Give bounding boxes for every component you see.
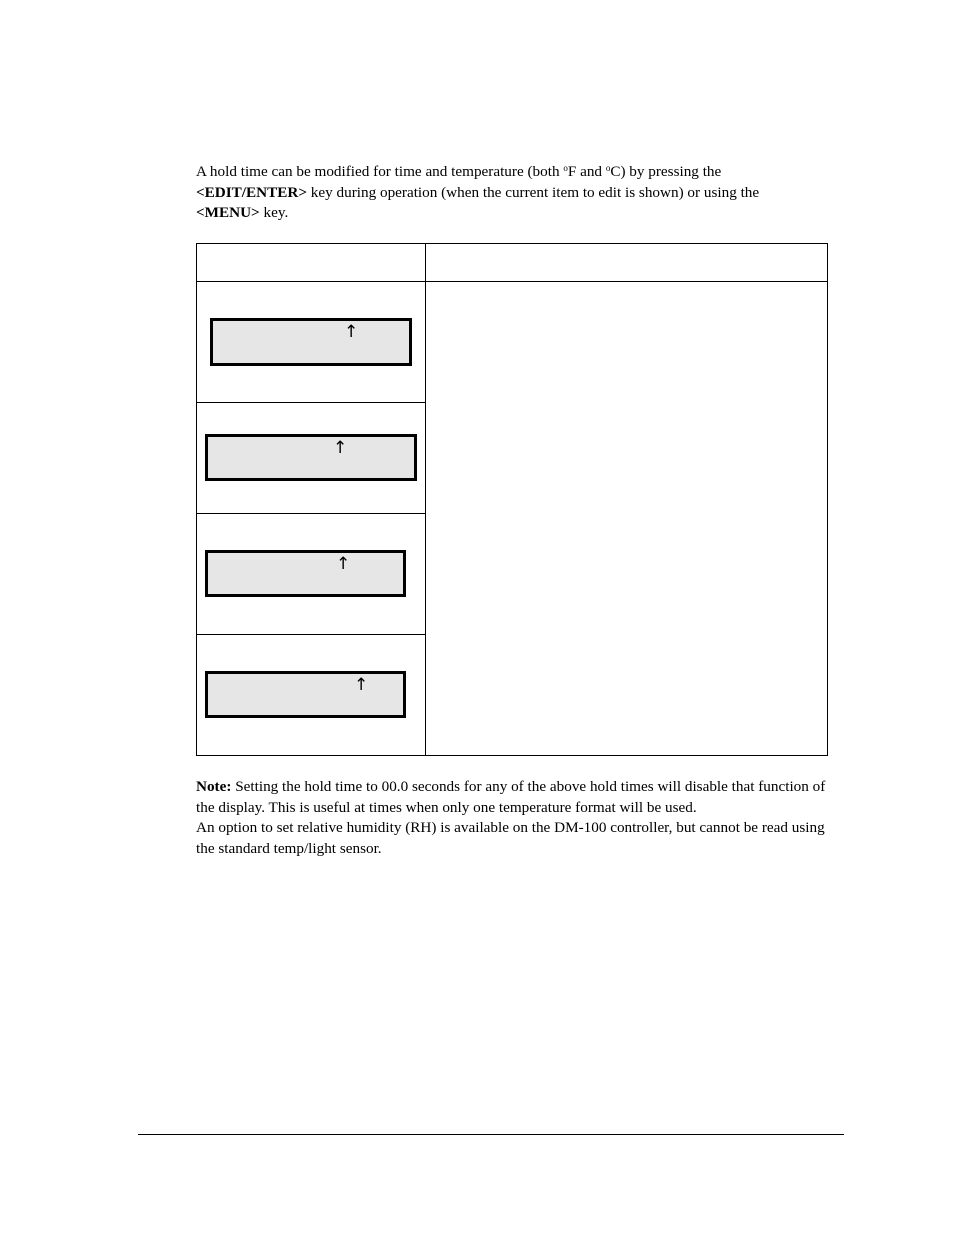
intro-text-3: key during operation (when the current item to edit is shown) or using the — [307, 183, 760, 201]
intro-text-4: key. — [259, 204, 289, 221]
table-border-left — [196, 243, 197, 756]
table-border-right — [827, 243, 828, 756]
lcd-display — [205, 550, 406, 597]
lcd-display — [205, 671, 406, 718]
notes-section — [196, 777, 836, 859]
intro-text-unit-f: F and — [567, 163, 606, 180]
degree-symbol-c: o — [605, 163, 611, 173]
cursor-arrow-icon: ↑ — [344, 322, 359, 342]
menu-key: <MENU> — [196, 204, 260, 221]
footer-rule — [138, 1134, 844, 1135]
table-row-divider — [196, 402, 426, 403]
cursor-arrow-icon: ↑ — [333, 438, 348, 458]
table-row-divider — [196, 513, 426, 514]
hold-time-table — [196, 243, 828, 756]
degree-symbol-f: o — [563, 163, 568, 173]
cursor-arrow-icon: ↑ — [336, 554, 351, 574]
note-text: Setting the hold time to 00.0 seconds for any of the above hold times will disable that function of the display. This is useful at times when only one temperature format will be used. — [196, 778, 826, 816]
lcd-display — [210, 318, 412, 366]
rh-paragraph: An option to set relative humidity (RH) is available on the DM-100 controller, but cannot be read using the standard temp/light sensor. — [196, 819, 825, 857]
table-row-divider — [196, 634, 426, 635]
cursor-arrow-icon: ↑ — [354, 675, 369, 695]
table-header-divider — [196, 281, 828, 282]
intro-paragraph — [196, 162, 836, 224]
lcd-display — [205, 434, 417, 481]
table-border-top — [196, 243, 828, 244]
table-column-divider — [425, 243, 426, 756]
note-paragraph — [196, 777, 836, 818]
intro-text-1: A hold time can be modified for time and temperature (both — [196, 163, 564, 180]
intro-text-2: C) by pressing the — [610, 163, 722, 180]
table-border-bottom — [196, 755, 828, 756]
note-label: Note: — [196, 778, 232, 795]
edit-enter-key: <EDIT/ENTER> — [196, 183, 307, 201]
